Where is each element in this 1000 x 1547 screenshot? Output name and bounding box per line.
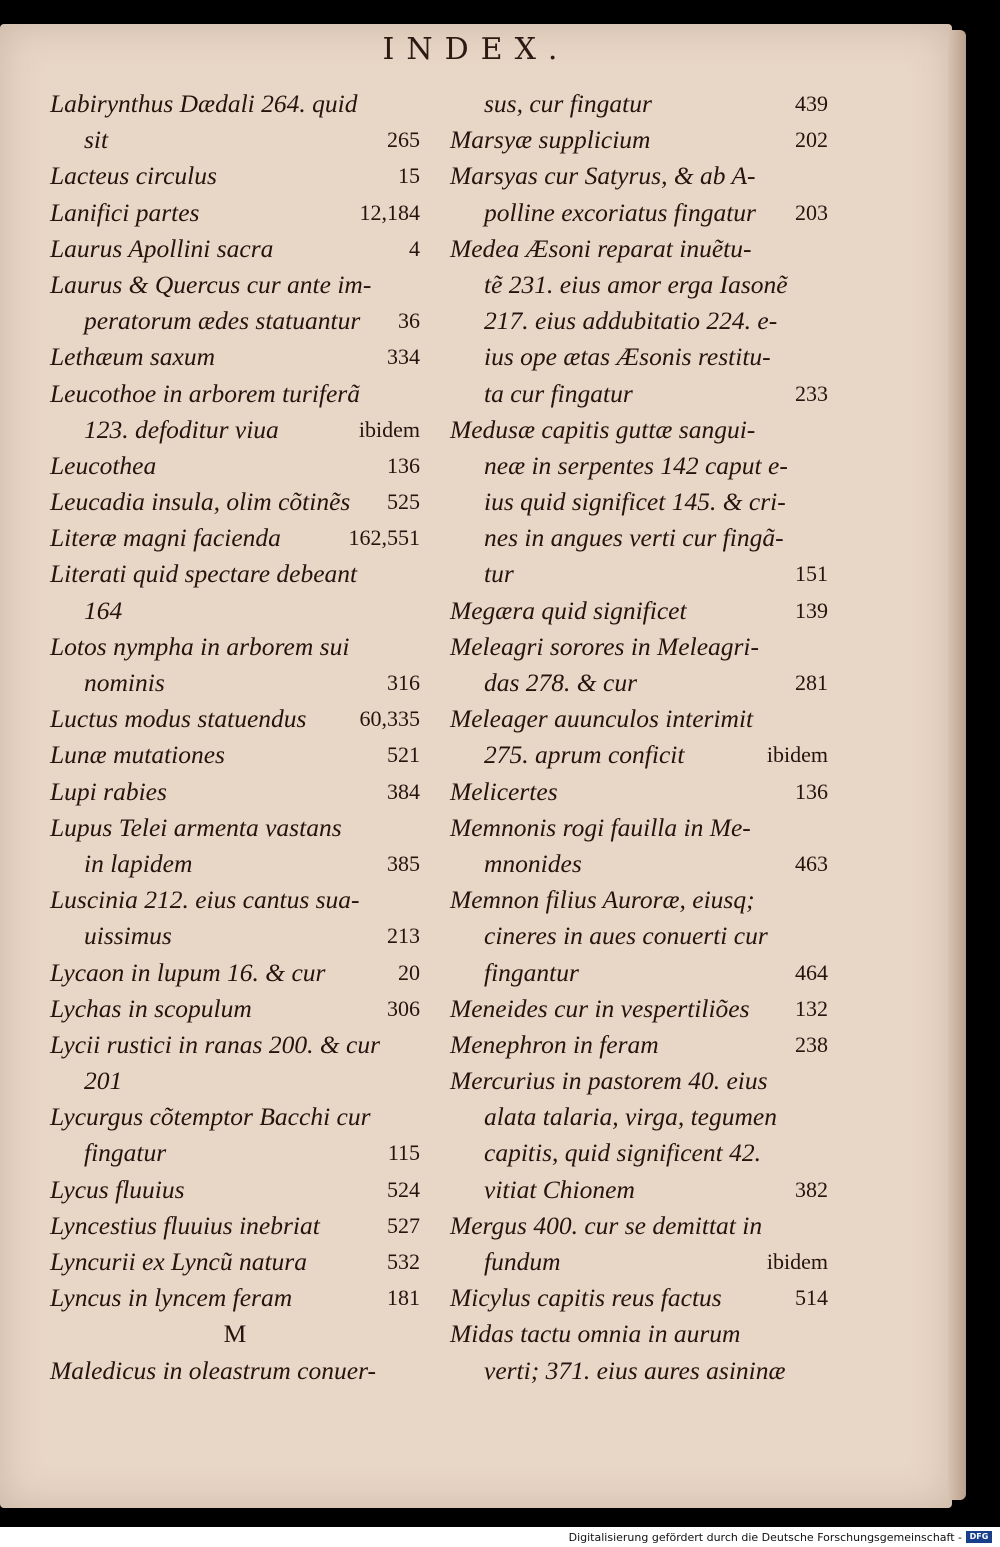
- index-entry: [450, 737, 828, 773]
- entry-text: Megæra quid significet: [450, 595, 687, 625]
- entry-text: nes in angues verti cur fingã-: [484, 523, 784, 553]
- entry-text: Lethæum saxum: [50, 342, 216, 372]
- index-entry: [450, 231, 828, 267]
- entry-text: fundum: [484, 1247, 561, 1276]
- index-entry: [450, 1172, 828, 1208]
- entry-text: tẽ 231. eius amor erga Iasonẽ: [484, 269, 788, 299]
- index-entry: [450, 484, 828, 520]
- index-entry: [50, 1135, 420, 1171]
- index-entry: [450, 412, 828, 448]
- entry-text: polline excoriatus fingatur: [484, 197, 756, 227]
- entry-text: 164: [84, 595, 123, 625]
- entry-text: Laurus Apollini sacra: [50, 233, 274, 263]
- entry-page-number: 4: [409, 235, 420, 261]
- index-entry: [450, 918, 828, 954]
- dfg-logo: DFG: [966, 1531, 992, 1543]
- entry-text: Meleagri sorores in Meleagri-: [450, 631, 760, 661]
- index-entry: [450, 339, 828, 375]
- entry-text: 217. eius addubitatio 224. e-: [484, 306, 778, 336]
- index-entry: [50, 86, 420, 122]
- entry-text: Lyncus in lyncem feram: [50, 1283, 293, 1313]
- entry-text: vitiat Chionem: [484, 1174, 635, 1204]
- index-entry: [50, 737, 420, 773]
- index-entry: [450, 376, 828, 412]
- entry-page-number: 181: [387, 1285, 420, 1311]
- entry-page-number: 162,551: [348, 525, 420, 551]
- index-entry: [50, 1063, 420, 1099]
- entry-text: Medea Æsoni reparat inuẽtu-: [450, 233, 752, 263]
- entry-text: Midas tactu omnia in aurum: [450, 1319, 741, 1349]
- entry-page-number: 316: [387, 670, 420, 695]
- index-entry: [50, 1172, 420, 1208]
- index-entry: [50, 158, 420, 194]
- entry-text: capitis, quid significent 42.: [484, 1138, 761, 1168]
- index-entry: [50, 701, 420, 737]
- left-index-column: [50, 86, 420, 1389]
- index-entry: [50, 918, 420, 954]
- index-entry: [450, 1208, 828, 1244]
- entry-text: 123. defoditur viua: [84, 414, 279, 444]
- index-entry: [50, 1316, 420, 1352]
- entry-text: uissimus: [84, 921, 172, 951]
- entry-text: Leucadia insula, olim cõtinẽs: [50, 487, 351, 517]
- entry-text: Leucothea: [50, 450, 157, 480]
- entry-text: 201: [84, 1066, 123, 1096]
- entry-text: Lotos nympha in arborem sui: [50, 631, 350, 661]
- entry-page-number: 115: [387, 1140, 420, 1166]
- index-entry: [50, 846, 420, 882]
- entry-text: Lupus Telei armenta vastans: [50, 812, 342, 842]
- entry-page-number: 202: [795, 127, 828, 153]
- index-entry: [50, 303, 420, 339]
- page-heading: INDEX.: [382, 32, 570, 67]
- index-entry: [50, 448, 420, 484]
- index-entry: [50, 556, 420, 592]
- entry-text: M: [223, 1319, 247, 1349]
- entry-text: in lapidem: [84, 848, 193, 878]
- entry-text: Leucothoe in arborem turiferã: [50, 378, 360, 408]
- entry-text: peratorum ædes statuantur: [84, 306, 361, 336]
- entry-page-number: 136: [387, 452, 420, 478]
- entry-text: das 278. & cur: [484, 668, 637, 697]
- entry-text: Lanifici partes: [50, 197, 200, 227]
- entry-text: sus, cur fingatur: [484, 89, 652, 118]
- index-entry: [50, 1208, 420, 1244]
- index-entry: [450, 665, 828, 701]
- entry-text: Lycus fluuius: [50, 1174, 185, 1204]
- entry-text: Laurus & Quercus cur ante im-: [50, 269, 372, 299]
- index-entry: [450, 1099, 828, 1135]
- entry-text: Mergus 400. cur se demittat in: [450, 1210, 763, 1240]
- entry-text: Memnonis rogi fauilla in Me-: [450, 812, 751, 842]
- index-entry: [450, 955, 828, 991]
- index-entry: [450, 1280, 828, 1316]
- entry-page-number: ibidem: [766, 1249, 828, 1274]
- footer-credit: Digitalisierung gefördert durch die Deutsche Forschungsgemeinschaft -: [568, 1531, 962, 1544]
- index-entry: [50, 1027, 420, 1063]
- index-entry: [50, 593, 420, 629]
- index-entry: [450, 882, 828, 918]
- entry-text: Mercurius in pastorem 40. eius: [450, 1066, 768, 1096]
- entry-text: Meleager auunculos interimit: [450, 704, 754, 734]
- index-entry: [450, 448, 828, 484]
- entry-text: Lyncestius fluuius inebriat: [50, 1210, 320, 1240]
- entry-page-number: 464: [795, 959, 828, 985]
- entry-page-number: 384: [387, 778, 420, 804]
- index-entry: [50, 882, 420, 918]
- index-entry: [450, 810, 828, 846]
- index-entry: [450, 774, 828, 810]
- index-entry: [50, 231, 420, 267]
- entry-page-number: 532: [387, 1249, 420, 1274]
- entry-page-number: 281: [795, 670, 828, 695]
- entry-text: sit: [84, 125, 109, 155]
- entry-text: Literæ magni facienda: [50, 523, 281, 553]
- entry-text: mnonides: [484, 848, 582, 878]
- entry-page-number: 265: [387, 127, 420, 153]
- index-entry: [50, 412, 420, 448]
- entry-page-number: 524: [387, 1176, 420, 1202]
- entry-text: ius ope ætas Æsonis restitu-: [484, 342, 771, 372]
- entry-page-number: 60,335: [359, 706, 420, 732]
- index-entry: [450, 1135, 828, 1171]
- index-entry: [50, 122, 420, 158]
- entry-text: verti; 371. eius aures asininæ: [484, 1355, 786, 1385]
- entry-page-number: 521: [387, 742, 420, 768]
- index-entry: [450, 520, 828, 556]
- entry-page-number: 136: [795, 778, 828, 804]
- entry-page-number: 151: [795, 561, 828, 587]
- entry-page-number: 306: [387, 995, 420, 1021]
- entry-text: Micylus capitis reus factus: [450, 1283, 722, 1313]
- entry-page-number: 213: [387, 923, 420, 949]
- entry-page-number: 439: [795, 91, 828, 116]
- entry-text: Marsyas cur Satyrus, & ab A-: [450, 161, 756, 191]
- index-entry: [50, 520, 420, 556]
- index-entry: [450, 1316, 828, 1352]
- right-index-column: [450, 86, 828, 1389]
- entry-page-number: 527: [387, 1212, 420, 1238]
- index-entry: [50, 665, 420, 701]
- index-entry: [450, 593, 828, 629]
- entry-text: Meneides cur in vespertiliões: [450, 993, 750, 1023]
- index-entry: [50, 195, 420, 231]
- entry-page-number: 385: [387, 850, 420, 876]
- index-entry: [50, 484, 420, 520]
- index-entry: [50, 267, 420, 303]
- entry-text: Literati quid spectare debeant: [50, 559, 358, 589]
- entry-page-number: 334: [387, 344, 420, 370]
- entry-text: fingantur: [484, 957, 579, 987]
- index-entry: [50, 339, 420, 375]
- entry-page-number: 463: [795, 850, 828, 876]
- entry-text: Lupi rabies: [50, 776, 167, 806]
- entry-page-number: 203: [795, 199, 828, 225]
- footer-bar: [0, 1527, 1000, 1547]
- entry-text: Labirynthus Dædali 264. quid: [50, 89, 358, 118]
- index-entry: [450, 158, 828, 194]
- index-entry: [450, 629, 828, 665]
- index-entry: [450, 122, 828, 158]
- entry-text: Luctus modus statuendus: [50, 704, 307, 734]
- entry-text: Maledicus in oleastrum conuer-: [50, 1355, 376, 1385]
- index-entry: [450, 556, 828, 592]
- entry-page-number: 132: [795, 995, 828, 1021]
- entry-text: cineres in aues conuerti cur: [484, 921, 768, 951]
- index-entry: [450, 86, 828, 122]
- index-entry: [450, 701, 828, 737]
- index-entry: [450, 267, 828, 303]
- index-entry: [50, 1244, 420, 1280]
- entry-text: fingatur: [84, 1138, 167, 1168]
- entry-page-number: 36: [398, 308, 420, 334]
- entry-text: Lycii rustici in ranas 200. & cur: [50, 1029, 381, 1059]
- entry-text: Medusæ capitis guttæ sangui-: [450, 414, 756, 444]
- entry-page-number: 382: [795, 1176, 828, 1202]
- index-entry: [450, 991, 828, 1027]
- entry-text: Melicertes: [450, 776, 558, 806]
- index-entry: [450, 195, 828, 231]
- entry-page-number: 139: [795, 597, 828, 623]
- index-entry: [450, 1027, 828, 1063]
- index-entry: [450, 846, 828, 882]
- index-entry: [50, 1099, 420, 1135]
- entry-page-number: 233: [795, 380, 828, 406]
- entry-text: ta cur fingatur: [484, 378, 633, 408]
- entry-page-number: 15: [398, 163, 420, 189]
- index-entry: [50, 810, 420, 846]
- entry-text: Lyncurii ex Lyncũ natura: [50, 1247, 307, 1276]
- entry-text: nominis: [84, 668, 165, 697]
- entry-text: tur: [484, 559, 514, 589]
- entry-text: alata talaria, virga, tegumen: [484, 1102, 777, 1132]
- entry-text: Memnon filius Auroræ, eiusq;: [450, 885, 755, 915]
- index-entry: [450, 1244, 828, 1280]
- entry-text: ius quid significet 145. & cri-: [484, 487, 786, 517]
- index-entry: [50, 991, 420, 1027]
- entry-text: Lycurgus cõtemptor Bacchi cur: [50, 1102, 371, 1132]
- page-edge: [948, 30, 966, 1500]
- index-entry: [50, 774, 420, 810]
- entry-text: Luscinia 212. eius cantus sua-: [50, 885, 360, 915]
- index-entry: [50, 1280, 420, 1316]
- entry-text: Lycaon in lupum 16. & cur: [50, 957, 326, 987]
- index-entry: [50, 955, 420, 991]
- index-entry: [450, 1063, 828, 1099]
- index-entry: [50, 376, 420, 412]
- entry-page-number: 514: [795, 1285, 828, 1311]
- entry-page-number: 20: [398, 959, 420, 985]
- index-entry: [450, 303, 828, 339]
- entry-text: Marsyæ supplicium: [450, 125, 651, 155]
- entry-text: Lunæ mutationes: [50, 740, 225, 770]
- index-entry: [450, 1353, 828, 1389]
- entry-page-number: 238: [795, 1031, 828, 1057]
- index-entry: [50, 629, 420, 665]
- entry-page-number: 12,184: [359, 199, 420, 225]
- entry-text: Menephron in feram: [450, 1029, 659, 1059]
- entry-text: Lychas in scopulum: [50, 993, 252, 1023]
- index-entry: [50, 1353, 420, 1389]
- entry-page-number: ibidem: [766, 742, 828, 768]
- entry-text: Lacteus circulus: [50, 161, 217, 191]
- entry-text: neæ in serpentes 142 caput e-: [484, 450, 788, 480]
- entry-text: 275. aprum conficit: [484, 740, 685, 770]
- entry-page-number: ibidem: [358, 416, 420, 442]
- entry-page-number: 525: [387, 489, 420, 515]
